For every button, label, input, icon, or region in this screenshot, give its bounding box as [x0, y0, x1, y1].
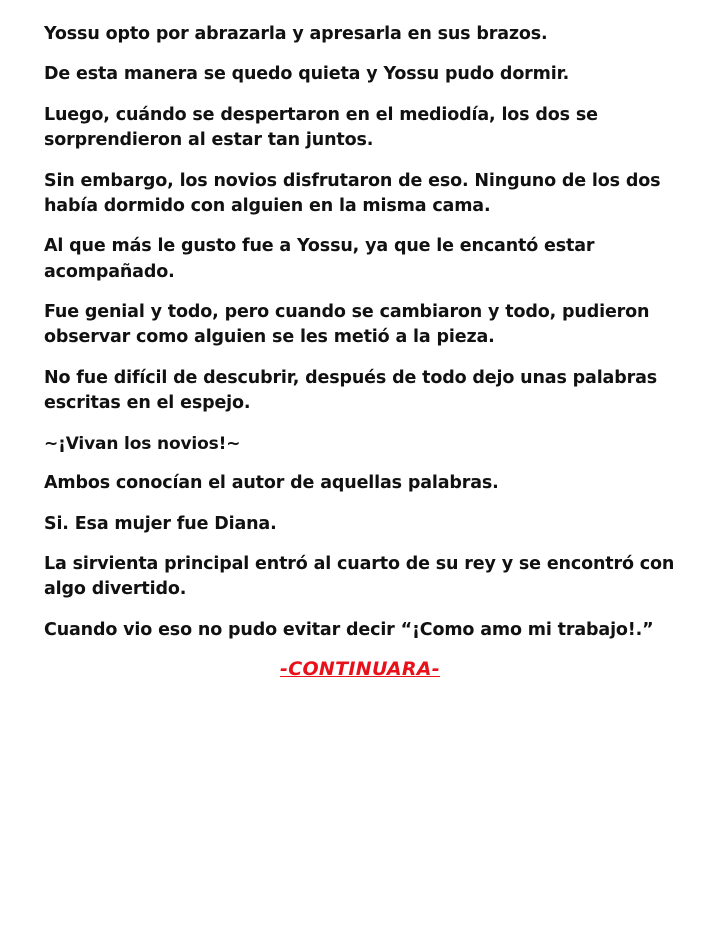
- paragraph: Ambos conocían el autor de aquellas palabras.: [44, 473, 499, 494]
- blank-space: [44, 680, 676, 930]
- ending-note-container: [44, 658, 676, 680]
- paragraph: Fue genial y todo, pero cuando se cambiaron y todo, pudieron observar como alguien se les metió a la pieza.: [44, 302, 650, 348]
- paragraph: Si. Esa mujer fue Diana.: [44, 513, 277, 534]
- paragraph: Cuando vio eso no pudo evitar decir “¡Como amo mi trabajo!.”: [44, 619, 654, 640]
- paragraph: Al que más le gusto fue a Yossu, ya que le encantó estar acompañado.: [44, 236, 595, 282]
- paragraph: Luego, cuándo se despertaron en el mediodía, los dos se sorprendieron al estar tan juntos.: [44, 104, 598, 151]
- paragraph: La sirvienta principal entró al cuarto de su rey y se encontró con algo divertido.: [44, 553, 675, 600]
- document-body: [44, 22, 676, 930]
- paragraph: Sin embargo, los novios disfrutaron de eso. Ninguno de los dos había dormido con alguien en la misma cama.: [44, 170, 661, 216]
- ending-note: -CONTINUARA-: [280, 658, 440, 681]
- paragraph: No fue difícil de descubrir, después de todo dejo unas palabras escritas en el espejo.: [44, 367, 657, 414]
- paragraph-exclamation: ~¡Vivan los novios!~: [44, 433, 241, 454]
- paragraph: De esta manera se quedo quieta y Yossu pudo dormir.: [44, 64, 570, 85]
- paragraph: Yossu opto por abrazarla y apresarla en sus brazos.: [44, 24, 548, 44]
